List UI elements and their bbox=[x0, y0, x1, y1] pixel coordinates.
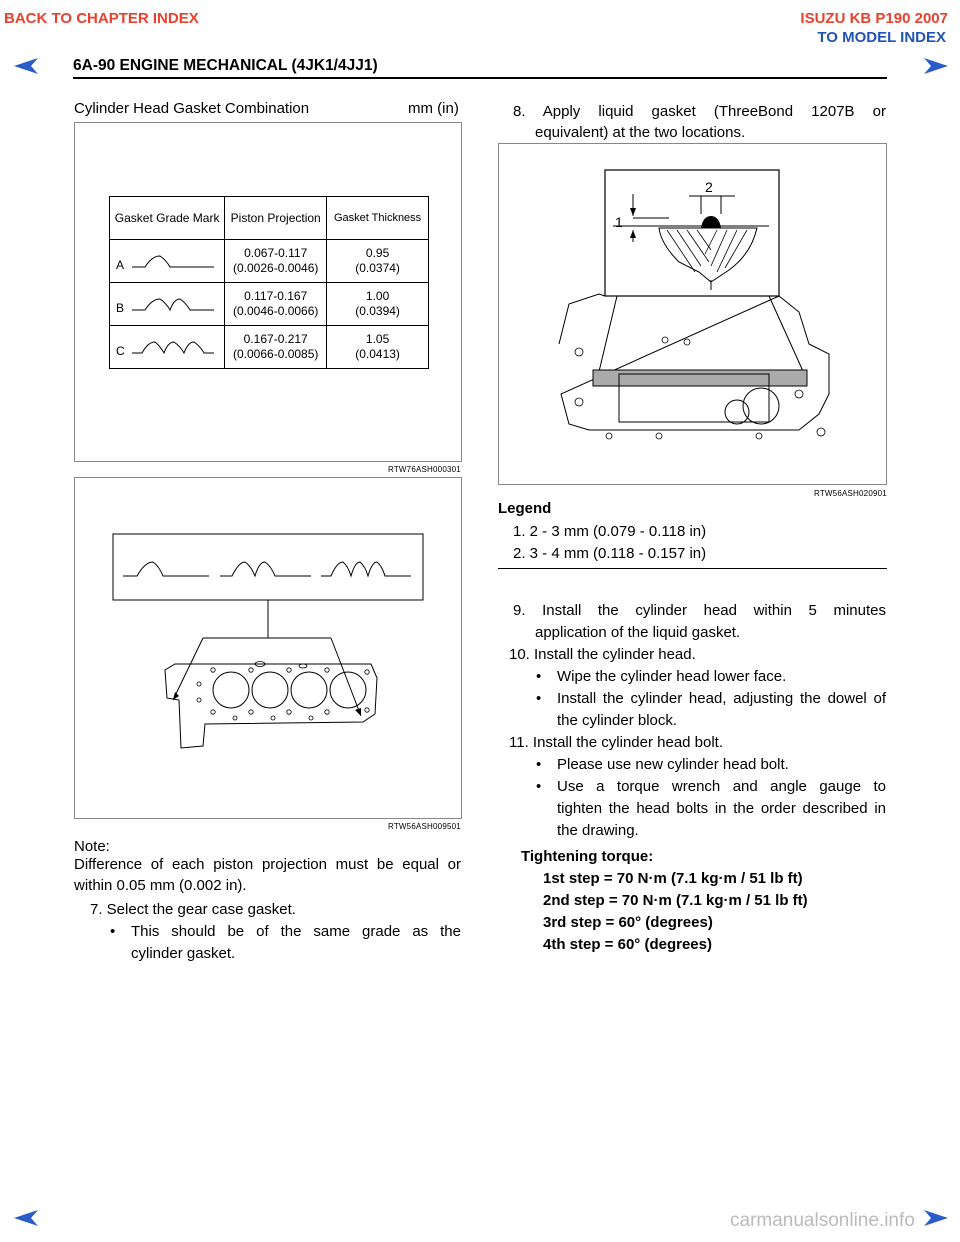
header-projection: Piston Projection bbox=[225, 197, 327, 240]
step-10-bullet-2-line2: the cylinder block. bbox=[557, 712, 678, 729]
thickness-cell bbox=[327, 326, 429, 369]
thickness-mm: 1.05 bbox=[365, 332, 390, 346]
next-page-arrow-icon[interactable] bbox=[924, 58, 948, 74]
table-title: Cylinder Head Gasket Combination bbox=[74, 100, 310, 117]
step-7: 7. Select the gear case gasket. bbox=[90, 901, 296, 918]
figure-code: RTW76ASH000301 bbox=[388, 465, 461, 474]
to-model-index-link[interactable]: TO MODEL INDEX bbox=[817, 29, 946, 46]
projection-mm: 0.067-0.117 bbox=[244, 246, 308, 260]
watermark-text: carmanualsonline.info bbox=[730, 1210, 915, 1231]
page-header-title: 6A-90 ENGINE MECHANICAL (4JK1/4JJ1) bbox=[73, 57, 378, 74]
grade-letter: C bbox=[116, 344, 125, 358]
step-9-line1: 9. Install the cylinder head within 5 minutes bbox=[513, 602, 886, 619]
step-11-bullet-2-line3: the drawing. bbox=[557, 822, 639, 839]
figure-code: RTW56ASH009501 bbox=[388, 822, 461, 831]
step-10-bullet-1: Wipe the cylinder head lower face. bbox=[557, 668, 787, 685]
step-8-line1: 8. Apply liquid gasket (ThreeBond 1207B or bbox=[513, 103, 886, 120]
gear-case-illustration bbox=[499, 144, 886, 484]
grade-c-mark-icon bbox=[130, 340, 216, 356]
step-11-bullet-2-line1: Use a torque wrench and angle gauge to bbox=[557, 778, 886, 795]
thickness-in: (0.0413) bbox=[355, 347, 400, 361]
gasket-combination-table bbox=[109, 196, 429, 369]
projection-mm: 0.117-0.167 bbox=[244, 289, 308, 303]
step-11: 11. Install the cylinder head bolt. bbox=[509, 734, 724, 751]
grade-cell bbox=[110, 240, 225, 283]
projection-cell bbox=[225, 283, 327, 326]
table-header-row bbox=[110, 197, 429, 240]
header-rule bbox=[73, 77, 887, 79]
thickness-cell bbox=[327, 283, 429, 326]
step-7-bullet: This should be of the same grade as the bbox=[131, 923, 461, 940]
gasket-location-figure bbox=[74, 477, 462, 819]
grade-letter: B bbox=[116, 301, 125, 315]
note-text-line1: Difference of each piston projection must be equal or bbox=[74, 856, 461, 873]
legend-rule bbox=[498, 568, 887, 569]
callout-label-1: 1 bbox=[615, 214, 623, 230]
projection-cell bbox=[225, 326, 327, 369]
next-page-arrow-icon[interactable] bbox=[924, 1210, 948, 1226]
projection-in: (0.0026-0.0046) bbox=[233, 261, 319, 275]
bullet-icon: • bbox=[536, 756, 542, 773]
note-text-line2: within 0.05 mm (0.002 in). bbox=[74, 877, 247, 894]
step-11-bullet-2-line2: tighten the head bolts in the order described in bbox=[557, 800, 886, 817]
table-row bbox=[110, 240, 429, 283]
bullet-icon: • bbox=[110, 923, 116, 940]
legend-item-1: 1. 2 - 3 mm (0.079 - 0.118 in) bbox=[513, 523, 707, 540]
back-to-chapter-index-link[interactable]: BACK TO CHAPTER INDEX bbox=[4, 10, 199, 27]
table-row bbox=[110, 326, 429, 369]
table-unit: mm (in) bbox=[408, 100, 459, 117]
thickness-cell bbox=[327, 240, 429, 283]
thickness-mm: 0.95 bbox=[365, 246, 390, 260]
projection-in: (0.0066-0.0085) bbox=[233, 347, 319, 361]
projection-mm: 0.167-0.217 bbox=[243, 332, 308, 346]
grade-b-mark-icon bbox=[130, 297, 216, 313]
step-8-line2: equivalent) at the two locations. bbox=[535, 124, 746, 141]
projection-in: (0.0046-0.0066) bbox=[233, 304, 319, 318]
step-7-bullet-cont: cylinder gasket. bbox=[131, 945, 236, 962]
thickness-in: (0.0394) bbox=[355, 304, 400, 318]
bullet-icon: • bbox=[536, 690, 542, 707]
grade-cell bbox=[110, 326, 225, 369]
grade-letter: A bbox=[116, 258, 125, 272]
brand-link[interactable]: ISUZU KB P190 2007 bbox=[800, 10, 948, 27]
prev-page-arrow-icon[interactable] bbox=[14, 58, 38, 74]
step-11-bullet-1: Please use new cylinder head bolt. bbox=[557, 756, 789, 773]
step-10-bullet-2-line1: Install the cylinder head, adjusting the dowel of bbox=[557, 690, 886, 707]
grade-a-mark-icon bbox=[130, 254, 216, 270]
thickness-in: (0.0374) bbox=[355, 261, 400, 275]
table-row bbox=[110, 283, 429, 326]
projection-cell bbox=[225, 240, 327, 283]
header-grade: Gasket Grade Mark bbox=[110, 197, 225, 240]
torque-step-2: 2nd step = 70 N·m (7.1 kg·m / 51 lb ft) bbox=[543, 892, 808, 909]
bullet-icon: • bbox=[536, 778, 542, 795]
grade-cell bbox=[110, 283, 225, 326]
step-9-line2: application of the liquid gasket. bbox=[535, 624, 741, 641]
legend-title: Legend bbox=[498, 500, 552, 517]
torque-step-4: 4th step = 60° (degrees) bbox=[543, 936, 712, 953]
callout-label-2: 2 bbox=[705, 179, 713, 195]
thickness-mm: 1.00 bbox=[365, 289, 390, 303]
bullet-icon: • bbox=[536, 668, 542, 685]
step-10: 10. Install the cylinder head. bbox=[509, 646, 696, 663]
prev-page-arrow-icon[interactable] bbox=[14, 1210, 38, 1226]
cylinder-head-gasket-illustration bbox=[75, 478, 461, 818]
header-thickness: Gasket Thickness bbox=[327, 197, 429, 240]
note-label: Note: bbox=[74, 838, 110, 855]
legend-item-2: 2. 3 - 4 mm (0.118 - 0.157 in) bbox=[513, 545, 707, 562]
figure-code: RTW56ASH020901 bbox=[814, 489, 887, 498]
torque-step-3: 3rd step = 60° (degrees) bbox=[543, 914, 713, 931]
gasket-table-figure bbox=[74, 122, 462, 462]
liquid-gasket-figure bbox=[498, 143, 887, 485]
torque-step-1: 1st step = 70 N·m (7.1 kg·m / 51 lb ft) bbox=[543, 870, 803, 887]
torque-title: Tightening torque: bbox=[521, 848, 654, 865]
